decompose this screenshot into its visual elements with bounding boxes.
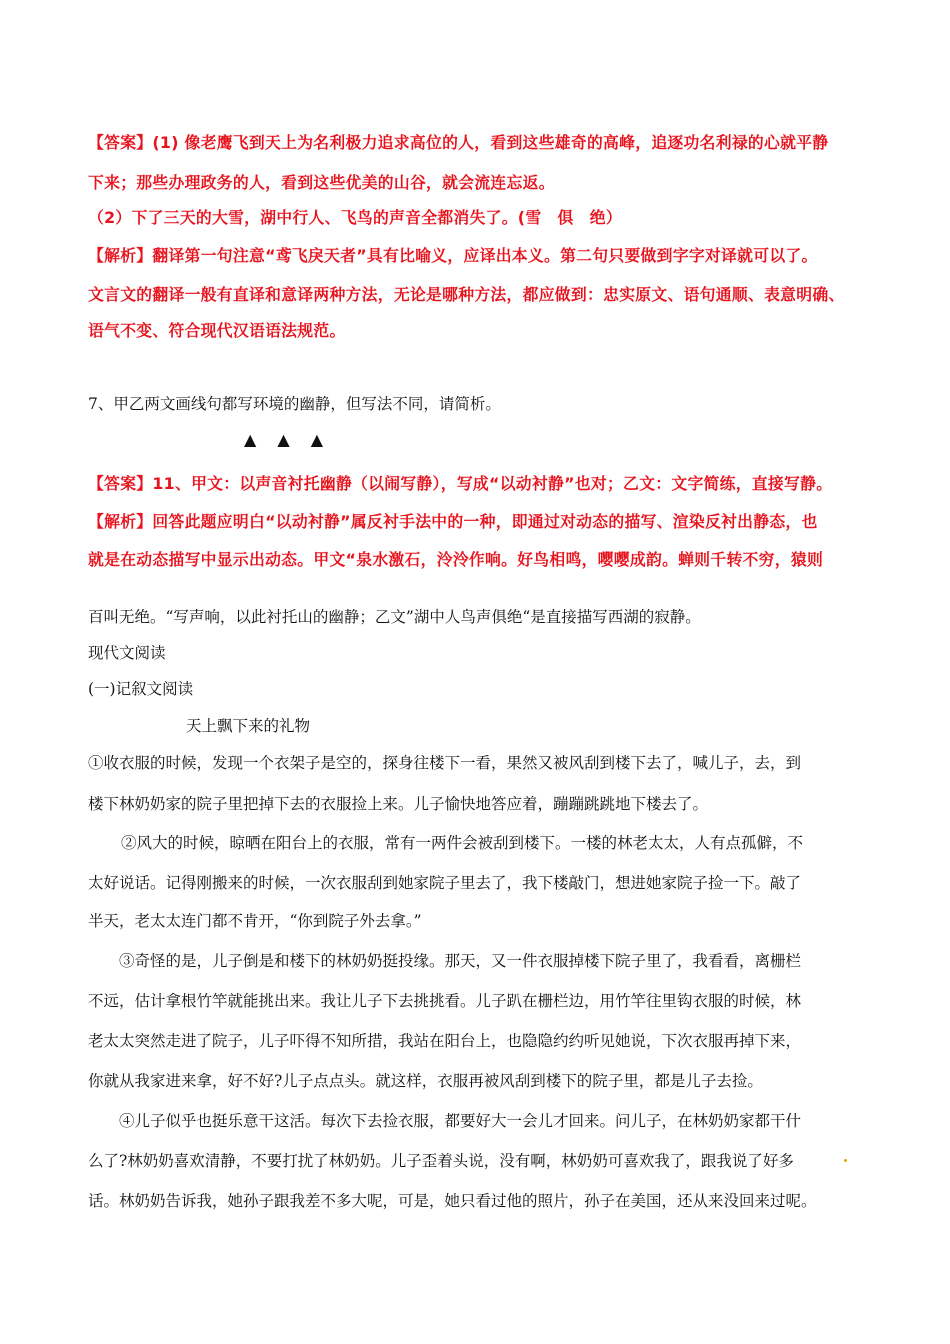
paragraph-line: 老太太突然走进了院子，儿子吓得不知所措，我站在阳台上，也隐隐约约听见她说，下次衣服再掉下来， [88,1032,802,1050]
paragraph-line: 楼下林奶奶家的院子里把掉下去的衣服捡上来。儿子愉快地答应着，蹦蹦跳跳地下楼去了。 [88,795,709,813]
paragraph-line: 你就从我家进来拿，好不好?儿子点点头。就这样，衣服再被风刮到楼下的院子里，都是儿子去捡。 [88,1072,763,1090]
answer-line: 【答案】11、甲文：以声音衬托幽静（以闹写静），写成“以动衬静”也对；乙文：文字简练，直接写静。 [88,474,833,493]
subsection-heading: (一)记叙文阅读 [88,680,194,698]
paragraph-line: 话。林奶奶告诉我，她孙子跟我差不多大呢，可是，她只看过他的照片，孙子在美国，还从来没回来过呢。 [88,1192,817,1210]
story-title: 天上飘下来的礼物 [186,717,311,735]
answer-line: （2）下了三天的大雪，湖中行人、飞鸟的声音全都消失了。(雪 俱 绝） [88,208,622,227]
paragraph-line: 半天，老太太连门都不肯开，“你到院子外去拿。” [88,912,422,930]
body-line: 百叫无绝。“写声响，以此衬托山的幽静；乙文”湖中人鸟声俱绝“是直接描写西湖的寂静。 [88,608,701,626]
paragraph-line: 太好说话。记得刚搬来的时候，一次衣服刮到她家院子里去了，我下楼敲门，想进她家院子捡一下。敲了 [88,874,802,892]
analysis-line: 【解析】翻译第一句注意“鸢飞戾天者”具有比喻义，应译出本义。第二句只要做到字字对译就可以了。 [88,246,818,265]
paragraph-line: ②风大的时候，晾晒在阳台上的衣服，常有一两件会被刮到楼下。一楼的林老太太，人有点孤僻，不 [121,834,804,852]
analysis-line: 【解析】回答此题应明白“以动衬静”属反衬手法中的一种，即通过对动态的描写、渲染反衬出静态，也 [88,512,818,531]
question-7: 7、甲乙两文画线句都写环境的幽静，但写法不同，请简析。 [88,395,501,413]
paragraph-line: ④儿子似乎也挺乐意干这活。每次下去捡衣服，都要好大一会儿才回来。问儿子，在林奶奶家都干什 [119,1112,802,1130]
answer-line: 【答案】(1) 像老鹰飞到天上为名利极力追求高位的人，看到这些雄奇的高峰，追逐功名利禄的心就平静 [88,133,829,152]
paragraph-line: 么了?林奶奶喜欢清静，不要打扰了林奶奶。儿子歪着头说，没有啊，林奶奶可喜欢我了，跟我说了好多 [88,1152,794,1170]
paragraph-line: 不远，估计拿根竹竿就能挑出来。我让儿子下去挑挑看。儿子趴在栅栏边，用竹竿往里钩衣服的时候，林 [88,992,802,1010]
analysis-line: 就是在动态描写中显示出动态。甲文“泉水激石，泠泠作响。好鸟相鸣，嘤嘤成韵。蝉则千转不穷，猿则 [88,550,824,569]
paragraph-line: ③奇怪的是，儿子倒是和楼下的林奶奶挺投缘。那天，又一件衣服掉楼下院子里了，我看看，离栅栏 [119,952,802,970]
answer-line: 下来；那些办理政务的人，看到这些优美的山谷，就会流连忘返。 [88,173,555,192]
stray-mark [844,1159,847,1162]
answer-placeholder-marker: ▲ ▲ ▲ [244,430,332,449]
analysis-line: 语气不变、符合现代汉语语法规范。 [88,321,346,340]
paragraph-line: ①收衣服的时候，发现一个衣架子是空的，探身往楼下一看，果然又被风刮到楼下去了，喊儿子，去，到 [88,754,802,772]
section-heading: 现代文阅读 [88,644,166,662]
analysis-line: 文言文的翻译一般有直译和意译两种方法，无论是哪种方法，都应做到：忠实原文、语句通顺、表意明确、 [88,285,845,304]
